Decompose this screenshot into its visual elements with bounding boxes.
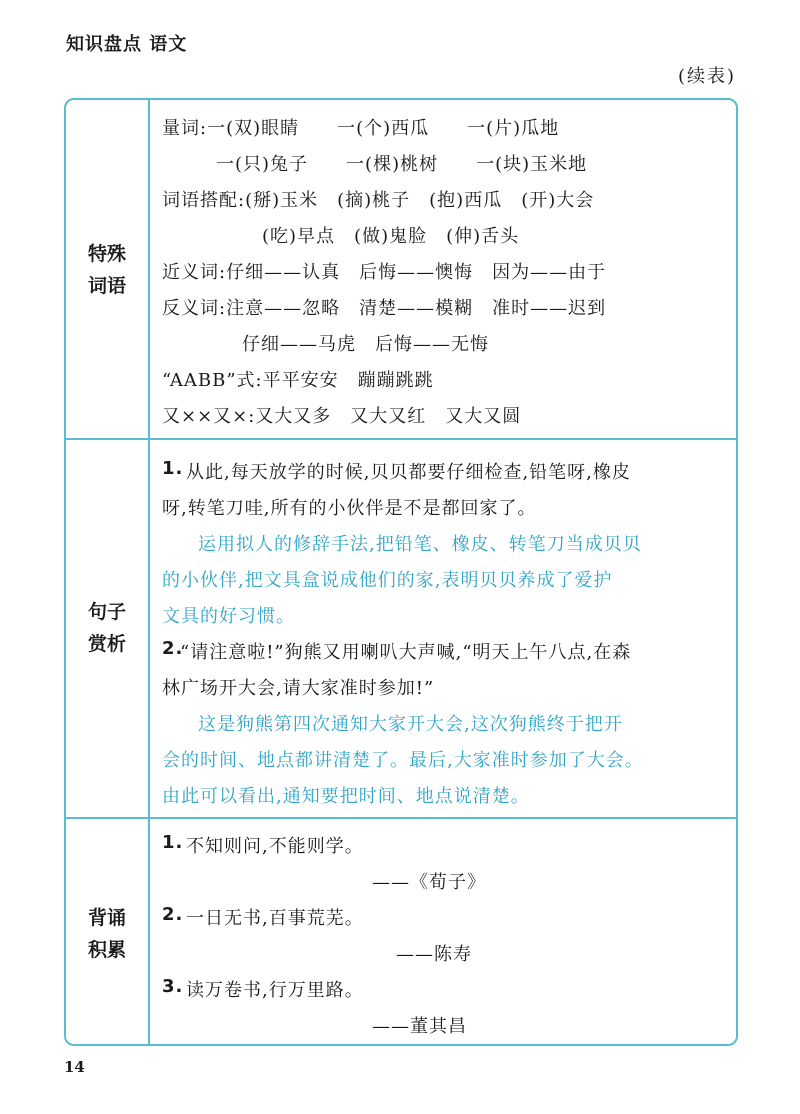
pattern-line: 又××又×:又大又多 又大又红 又大又圆: [162, 406, 522, 427]
category-recitation: [66, 902, 148, 966]
category-line: 赏析: [87, 633, 126, 655]
sentence1-line1: 从此,每天放学的时候,贝贝都要仔细检查,铅笔呀,橡皮: [186, 462, 631, 483]
column-divider: [148, 100, 150, 1044]
category-line: 特殊: [87, 243, 126, 265]
category-line: 积累: [87, 939, 126, 961]
measure-words-line2: 一(只)兔子 一(棵)桃树 一(块)玉米地: [216, 154, 588, 175]
quote3-text: 读万卷书,行万里路。: [186, 980, 364, 1001]
measure-words-line1: 量词:一(双)眼睛 一(个)西瓜 一(片)瓜地: [162, 118, 560, 139]
analysis2-line3: 由此可以看出,通知要把时间、地点说清楚。: [162, 786, 530, 807]
collocation-line2: (吃)早点 (做)鬼脸 (伸)舌头: [262, 226, 520, 247]
page-number: 14: [64, 1058, 85, 1076]
antonyms-line2: 仔细——马虎 后悔——无悔: [242, 334, 489, 355]
aabb-line: “AABB”式:平平安安 蹦蹦跳跳: [162, 370, 434, 391]
category-line: 背诵: [87, 907, 126, 929]
sentence2-line2: 林广场开大会,请大家准时参加!”: [162, 678, 435, 699]
category-special-words: [66, 238, 148, 302]
category-line: 词语: [87, 275, 126, 297]
quote1-text: 不知则问,不能则学。: [186, 836, 364, 857]
item-number: 2.: [162, 638, 184, 659]
category-line: 句子: [87, 601, 126, 623]
category-sentence-analysis: [66, 596, 148, 660]
analysis1-line3: 文具的好习惯。: [162, 606, 295, 627]
row-divider: [66, 817, 736, 819]
analysis1-line2: 的小伙伴,把文具盒说成他们的家,表明贝贝养成了爱护: [162, 570, 613, 591]
synonyms-line: 近义词:仔细——认真 后悔——懊悔 因为——由于: [162, 262, 607, 283]
analysis2-line2: 会的时间、地点都讲清楚了。最后,大家准时参加了大会。: [162, 750, 644, 771]
item-number: 1.: [162, 832, 184, 853]
analysis1-line1: 运用拟人的修辞手法,把铅笔、橡皮、转笔刀当成贝贝: [198, 534, 642, 555]
item-number: 1.: [162, 458, 184, 479]
item-number: 2.: [162, 904, 184, 925]
quote2-text: 一日无书,百事荒芜。: [186, 908, 364, 929]
sentence2-line1: “请注意啦!”狗熊又用喇叭大声喊,“明天上午八点,在森: [180, 642, 632, 663]
continued-label: (续表): [677, 66, 736, 87]
quote2-source: ——陈寿: [396, 944, 472, 965]
quote1-source: ——《荀子》: [372, 872, 486, 893]
item-number: 3.: [162, 976, 184, 997]
quote3-source: ——董其昌: [372, 1016, 467, 1037]
sentence1-line2: 呀,转笔刀哇,所有的小伙伴是不是都回家了。: [162, 498, 537, 519]
analysis2-line1: 这是狗熊第四次通知大家开大会,这次狗熊终于把开: [198, 714, 623, 735]
page-header-title: 知识盘点 语文: [66, 34, 188, 55]
row-divider: [66, 438, 736, 440]
knowledge-table: [64, 98, 738, 1046]
antonyms-line1: 反义词:注意——忽略 清楚——模糊 准时——迟到: [162, 298, 607, 319]
collocation-line1: 词语搭配:(掰)玉米 (摘)桃子 (抱)西瓜 (开)大会: [162, 190, 595, 211]
